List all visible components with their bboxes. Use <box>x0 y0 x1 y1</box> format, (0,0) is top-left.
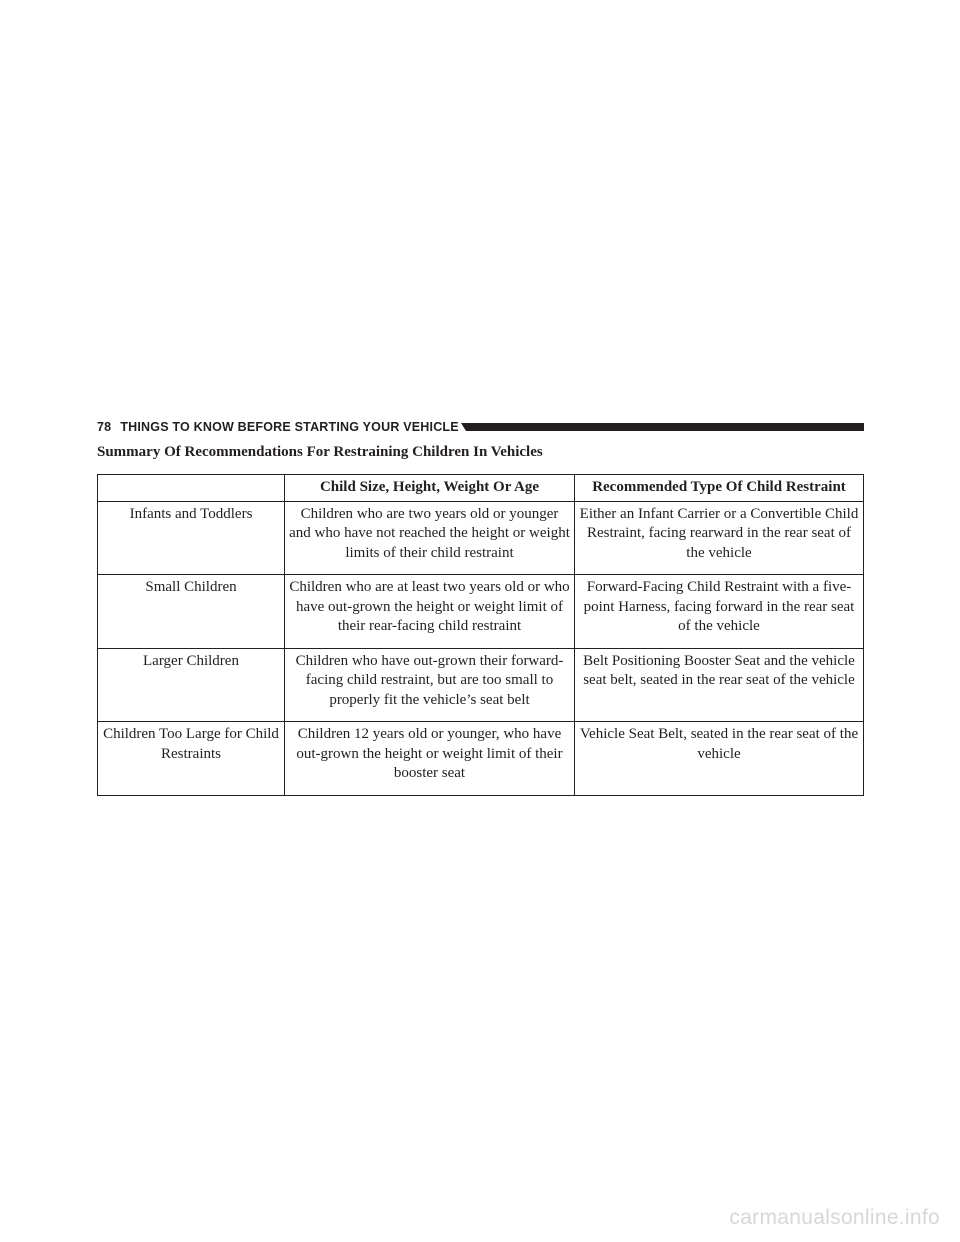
recommendations-table <box>97 474 864 796</box>
table-row <box>98 501 864 575</box>
restraint-cell: Forward-Facing Child Restraint with a five-point Harness, facing forward in the rear seat of the vehicle <box>575 575 864 649</box>
size-cell: Children who are at least two years old or who have out-grown the height or weight limit of their rear-facing child restraint <box>285 575 575 649</box>
restraint-cell: Vehicle Seat Belt, seated in the rear seat of the vehicle <box>575 722 864 796</box>
size-cell: Children 12 years old or younger, who have out-grown the height or weight limit of their booster seat <box>285 722 575 796</box>
size-cell: Children who have out-grown their forward-facing child restraint, but are too small to properly fit the vehicle’s seat belt <box>285 648 575 722</box>
category-cell: Small Children <box>98 575 285 649</box>
table-row <box>98 722 864 796</box>
table-header-row <box>98 475 864 502</box>
column-header-restraint: Recommended Type Of Child Restraint <box>575 475 864 502</box>
table-row <box>98 648 864 722</box>
restraint-cell: Belt Positioning Booster Seat and the vehicle seat belt, seated in the rear seat of the vehicle <box>575 648 864 722</box>
watermark: carmanualsonline.info <box>729 1206 940 1229</box>
category-cell: Children Too Large for Child Restraints <box>98 722 285 796</box>
category-cell: Infants and Toddlers <box>98 501 285 575</box>
restraint-cell: Either an Infant Carrier or a Convertible Child Restraint, facing rearward in the rear seat of the vehicle <box>575 501 864 575</box>
table-row <box>98 575 864 649</box>
size-cell: Children who are two years old or younger and who have not reached the height or weight limits of their child restraint <box>285 501 575 575</box>
column-header-size: Child Size, Height, Weight Or Age <box>285 475 575 502</box>
column-header-category <box>98 475 285 502</box>
running-header <box>97 418 864 436</box>
header-rule <box>466 423 864 431</box>
summary-heading: Summary Of Recommendations For Restraining Children In Vehicles <box>97 444 543 460</box>
page-number: 78 <box>97 420 112 434</box>
running-header-title: THINGS TO KNOW BEFORE STARTING YOUR VEHICLE <box>120 420 459 434</box>
category-cell: Larger Children <box>98 648 285 722</box>
